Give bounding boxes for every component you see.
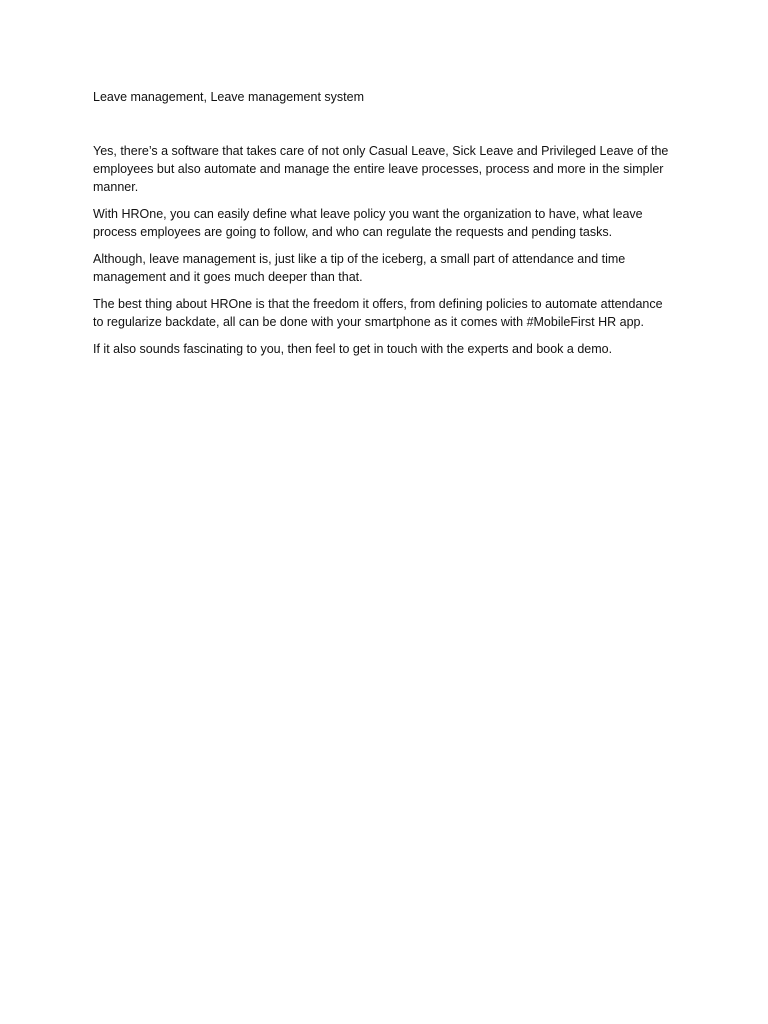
paragraph-mobile-first: The best thing about HROne is that the freedom it offers, from defining policies to automate attendance to regularize backdate, all can be done with your smartphone as it comes with #MobileFirst HR app.	[93, 297, 663, 329]
document-title: Leave management, Leave management system	[93, 90, 364, 104]
document-body	[93, 88, 673, 367]
paragraph-iceberg: Although, leave management is, just like a tip of the iceberg, a small part of attendance and time management and it goes much deeper than that.	[93, 252, 626, 284]
paragraph-leave-policy: With HROne, you can easily define what leave policy you want the organization to have, what leave process employees are going to follow, and who can regulate the requests and pending tasks.	[93, 207, 643, 239]
paragraph-software-intro: Yes, there’s a software that takes care of not only Casual Leave, Sick Leave and Privileged Leave of the employees but also automate and manage the entire leave processes, process and more in the simpler manner.	[93, 144, 669, 194]
paragraph-book-demo: If it also sounds fascinating to you, then feel to get in touch with the experts and book a demo.	[93, 342, 613, 356]
